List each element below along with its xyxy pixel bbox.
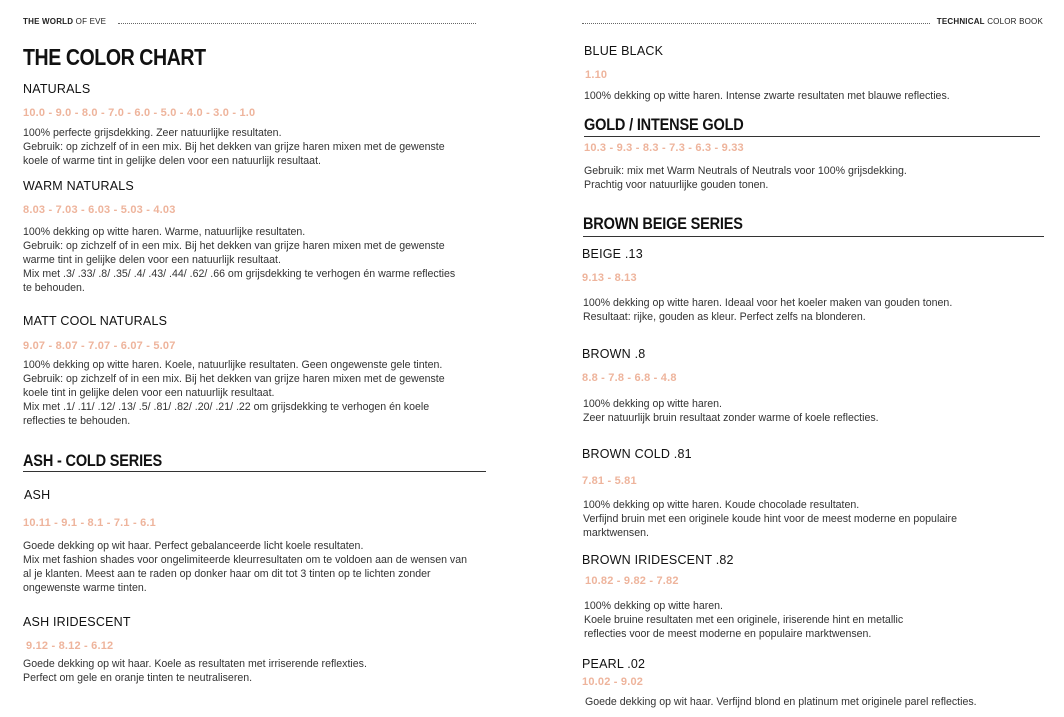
shade-codes-beige: 9.13 - 8.13 <box>582 272 637 284</box>
section-heading-brown-iridescent: BROWN IRIDESCENT .82 <box>582 553 734 567</box>
description-naturals: 100% perfecte grijsdekking. Zeer natuurlijke resultaten. Gebruik: op zichzelf of in een mix. Bij het dekken van grijze haren mixen met de gewenste koele of warme tint in gelijke delen voor een natuurlijk resultaat. <box>23 127 445 167</box>
series-heading-brown-beige: BROWN BEIGE SERIES <box>583 215 743 233</box>
header-right-dotted-rule <box>582 23 930 24</box>
description-brown-cold: 100% dekking op witte haren. Koude chocolade resultaten. Verfijnd bruin met een originele koude hint voor de meest moderne en populaire marktwensen. <box>583 499 957 539</box>
section-heading-brown: BROWN .8 <box>582 347 646 361</box>
description-warm-naturals: 100% dekking op witte haren. Warme, natuurlijke resultaten. Gebruik: op zichzelf of in een mix. Bij het dekken van grijze haren mixen met de gewenste warme tint in gelijke delen voor een natuurlijk resultaat. Mix met .3/ .33/ .8/ .35/ .4/ .43/ .44/ .62/ .66 om grijsdekking te verhogen én warme reflecties te behouden. <box>23 226 456 294</box>
section-heading-beige: BEIGE .13 <box>582 247 643 261</box>
shade-codes-naturals: 10.0 - 9.0 - 8.0 - 7.0 - 6.0 - 5.0 - 4.0 - 3.0 - 1.0 <box>23 107 256 119</box>
shade-codes-brown-cold: 7.81 - 5.81 <box>582 475 637 487</box>
page-title: THE COLOR CHART <box>23 44 206 70</box>
section-heading-brown-cold: BROWN COLD .81 <box>582 447 692 461</box>
section-heading-blue-black: BLUE BLACK <box>584 44 664 58</box>
description-pearl: Goede dekking op wit haar. Verfijnd blond en platinum met originele parel reflecties. <box>585 696 977 708</box>
description-ash: Goede dekking op wit haar. Perfect gebalanceerde licht koele resultaten. Mix met fashion shades voor ongelimiteerde kleurresultaten om te voldoen aan de wensen van al je klanten. Meest aan te raden op donker haar om dit tot 3 tinten op te lichten zonder ongewenste warme tinten. <box>23 540 468 594</box>
description-brown-iridescent: 100% dekking op witte haren. Koele bruine resultaten met een originele, iriserende hint en metallic reflecties voor de meest moderne en populaire marktwensen. <box>584 600 904 640</box>
series-rule-ash-cold <box>23 471 486 472</box>
header-left <box>23 17 106 26</box>
shade-codes-blue-black: 1.10 <box>585 69 608 81</box>
shade-codes-ash: 10.11 - 9.1 - 8.1 - 7.1 - 6.1 <box>23 517 156 529</box>
book-bold: TECHNICAL <box>936 17 985 26</box>
section-heading-naturals: NATURALS <box>23 82 91 96</box>
header-left-dotted-rule <box>118 23 476 24</box>
shade-codes-pearl: 10.02 - 9.02 <box>582 676 644 688</box>
description-gold: Gebruik: mix met Warm Neutrals of Neutrals voor 100% grijsdekking. Prachtig voor natuurlijke gouden tonen. <box>584 165 907 191</box>
description-beige: 100% dekking op witte haren. Ideaal voor het koeler maken van gouden tonen. Resultaat: rijke, gouden as kleur. Perfect zelfs na blonderen. <box>583 297 953 323</box>
shade-codes-warm-naturals: 8.03 - 7.03 - 6.03 - 5.03 - 4.03 <box>23 204 176 216</box>
shade-codes-gold: 10.3 - 9.3 - 8.3 - 7.3 - 6.3 - 9.33 <box>584 142 744 154</box>
book-light: COLOR BOOK <box>984 17 1043 26</box>
description-matt-cool-naturals: 100% dekking op witte haren. Koele, natuurlijke resultaten. Geen ongewenste gele tinten. Gebruik: op zichzelf of in een mix. Bij het dekken van grijze haren mixen met de gewenste koele tint in gelijke delen voor een natuurlijk resultaat. Mix met .1/ .11/ .12/ .13/ .5/ .81/ .82/ .20/ .21/ .22 om grijsdekking te verhogen én koele reflecties te behouden. <box>23 359 445 427</box>
header-right <box>937 17 1043 26</box>
shade-codes-brown-iridescent: 10.82 - 9.82 - 7.82 <box>585 575 679 587</box>
shade-codes-brown: 8.8 - 7.8 - 6.8 - 4.8 <box>582 372 677 384</box>
description-ash-iridescent: Goede dekking op wit haar. Koele as resultaten met irriserende reflexties. Perfect om gele en oranje tinten te neutraliseren. <box>23 658 367 684</box>
section-heading-pearl: PEARL .02 <box>582 657 646 671</box>
series-heading-gold: GOLD / INTENSE GOLD <box>584 116 744 134</box>
section-heading-ash-iridescent: ASH IRIDESCENT <box>23 615 131 629</box>
description-brown: 100% dekking op witte haren. Zeer natuurlijk bruin resultaat zonder warme of koele reflecties. <box>583 398 879 424</box>
brand-bold: THE WORLD <box>23 17 74 26</box>
description-blue-black: 100% dekking op witte haren. Intense zwarte resultaten met blauwe reflecties. <box>584 90 950 102</box>
shade-codes-ash-iridescent: 9.12 - 8.12 - 6.12 <box>26 640 114 652</box>
series-rule-gold <box>584 136 1040 137</box>
series-rule-brown-beige <box>583 236 1044 237</box>
section-heading-ash: ASH <box>24 488 51 502</box>
section-heading-matt-cool-naturals: MATT COOL NATURALS <box>23 314 168 328</box>
series-heading-ash-cold: ASH - COLD SERIES <box>23 452 162 470</box>
brand-light: OF EVE <box>73 17 107 26</box>
section-heading-warm-naturals: WARM NATURALS <box>23 179 134 193</box>
shade-codes-matt-cool-naturals: 9.07 - 8.07 - 7.07 - 6.07 - 5.07 <box>23 340 176 352</box>
